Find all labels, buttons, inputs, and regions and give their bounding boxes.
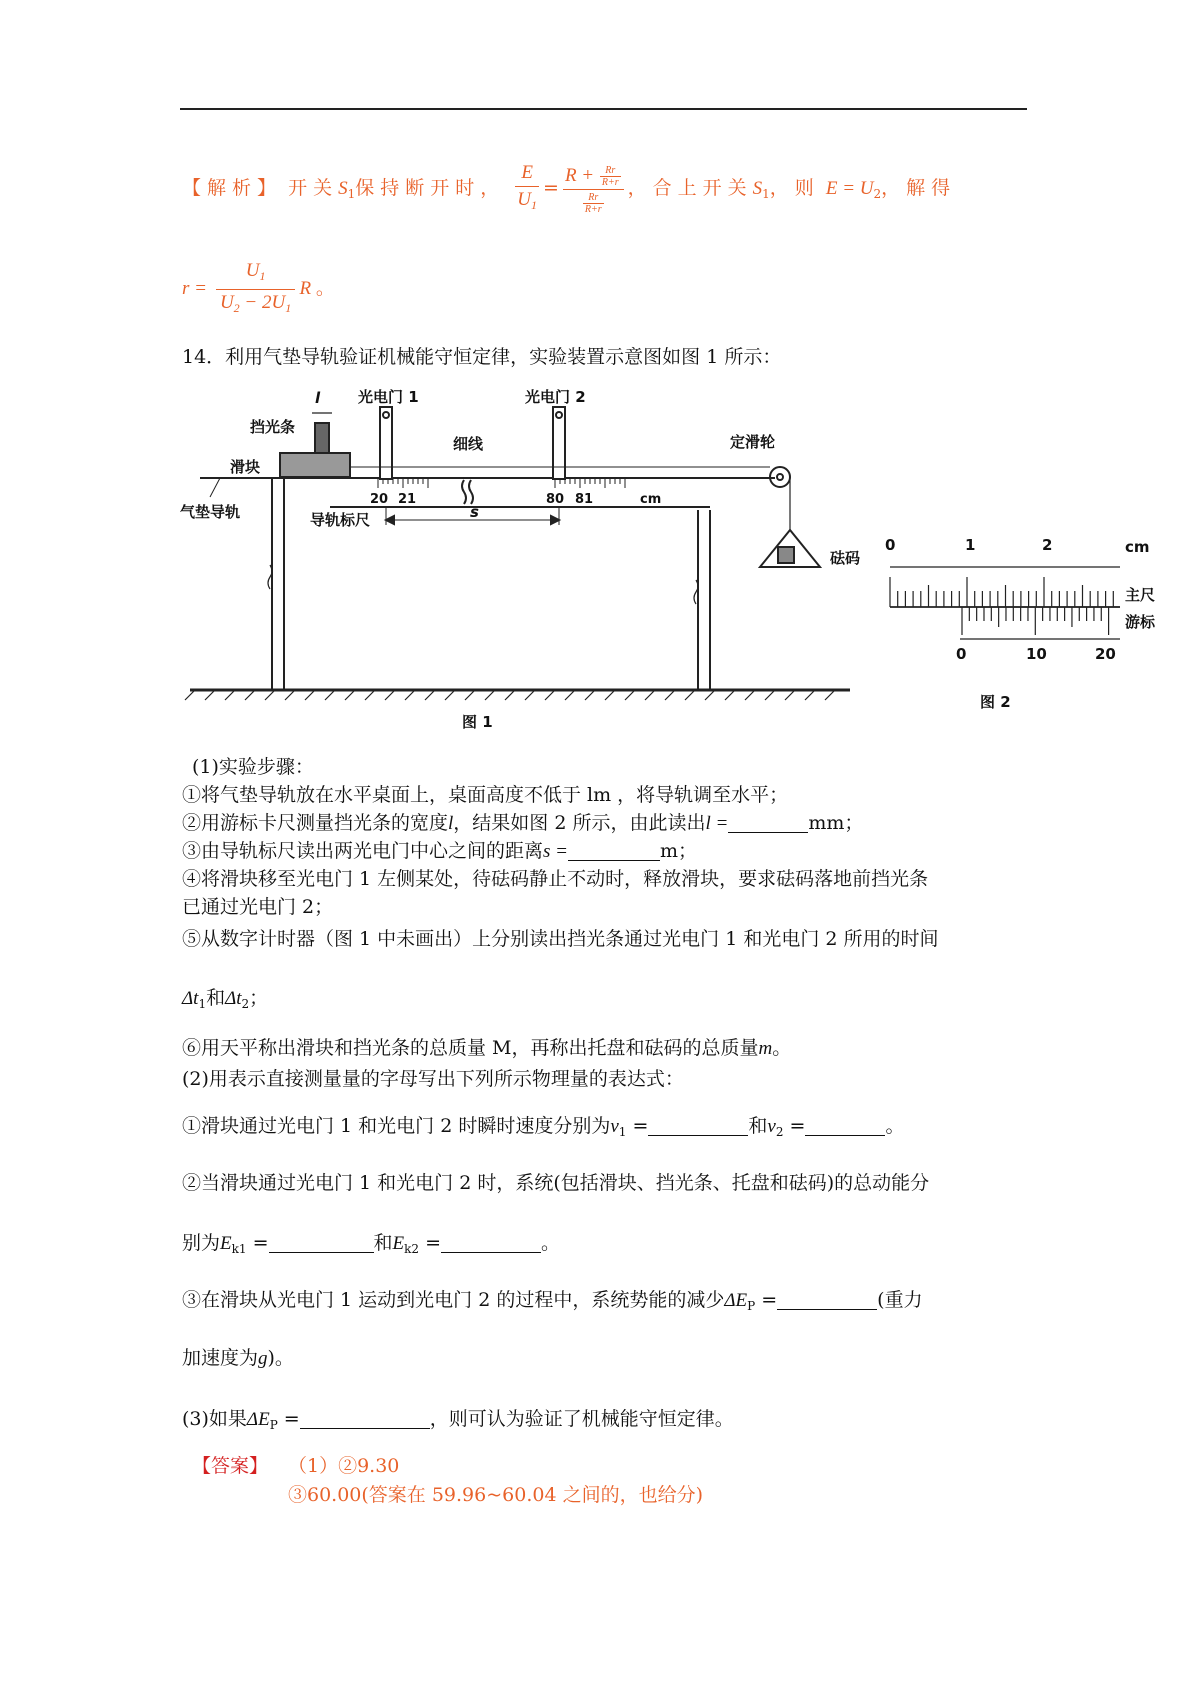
main-scale-label: 主尺 [1125,586,1156,604]
steps-title: (1)实验步骤： [192,756,314,778]
part-2-item-2a: ②当滑块通过光电门 1 和光电门 2 时，系统(包括滑块、挡光条、托盘和砝码)的总动能分 [182,1172,930,1194]
answer-line-1: （1）②9.30 [288,1455,400,1477]
label-slider: 滑块 [230,458,261,476]
answer-blank[interactable] [568,840,660,861]
figure-1-caption: 图 1 [462,713,493,731]
tick-80: 80 [546,492,565,507]
answer-blank[interactable] [648,1115,748,1136]
step-4a: ④将滑块移至光电门 1 左侧某处，待砝码静止不动时，释放滑块，要求砝码落地前挡光条 [182,868,929,890]
label-s: s [470,503,479,521]
part-2-item-1: ①滑块通过光电门 1 和光电门 2 时瞬时速度分别为$v_1$ = 和$v_2$ = 。 [182,1115,905,1139]
label-rail: 气垫导轨 [180,503,241,521]
vernier-0: 0 [956,645,967,663]
label-thread: 细线 [453,435,484,453]
part-2-item-2b: 别为$E_{k1}$ = 和$E_{k2}$ = 。 [182,1232,561,1256]
tick-cm: cm [640,492,662,507]
tick-81: 81 [575,492,594,507]
answer-blank[interactable] [269,1232,374,1253]
main-0: 0 [885,536,896,554]
label-l: l [315,389,321,407]
analysis-label: 【解析】 [182,177,283,199]
tick-21: 21 [398,492,417,507]
step-5a: ⑤从数字计时器（图 1 中未画出）上分别读出挡光条通过光电门 1 和光电门 2 所用的时间 [182,928,939,950]
unit-cm: cm [1125,538,1150,556]
answer-line-2: ③60.00(答案在 59.96~60.04 之间的，也给分) [288,1484,704,1506]
part-2-item-3a: ③在滑块从光电门 1 运动到光电门 2 的过程中，系统势能的减少$\Delta E_P$ = (重力 [182,1289,923,1313]
analysis-result: r = $\frac{U_1}{U_2 - 2U_1}$ R 。 [182,260,335,315]
vernier-20: 20 [1095,645,1116,663]
main-1: 1 [965,536,976,554]
label-gate1: 光电门 1 [358,388,419,406]
label-weight: 砝码 [830,549,860,567]
step-5b: $\Delta t_1$和$\Delta t_2$； [182,987,269,1011]
answer-blank[interactable] [728,812,808,833]
part-3: (3)如果$\Delta E_P$ = ，则可认为验证了机械能守恒定律。 [182,1408,734,1432]
figure-1-air-track [180,385,860,740]
main-2: 2 [1042,536,1053,554]
fraction-e-over-u1: $\frac{E}{U_1}$ [517,162,538,212]
answer-blank[interactable] [441,1232,541,1253]
analysis-line-1: 【解析】 开关$S_1$保持断开时， $\frac{E}{U_1}$ = R + $\frac{Rr}{R+r}$ $\frac{Rr}{R+r}$ ，合上开关$S_1$，则 $E = U_2$，解得 [182,160,956,218]
vernier-10: 10 [1026,645,1047,663]
figure-2-vernier-caliper [880,535,1170,715]
question-intro: 14．利用气垫导轨验证机械能守恒定律，实验装置示意图如图 1 所示： [182,346,782,368]
vernier-label: 游标 [1125,613,1156,631]
answer-blank[interactable] [300,1408,430,1429]
figure-2-caption: 图 2 [980,693,1011,711]
tick-20: 20 [370,492,389,507]
step-4b: 已通过光电门 2； [182,896,334,918]
step-2: ②用游标卡尺测量挡光条的宽度l，结果如图 2 所示，由此读出l = mm； [182,812,864,834]
step-1: ①将气垫导轨放在水平桌面上，桌面高度不低于 lm ，将导轨调至水平； [182,784,789,806]
header-rule [180,108,1027,110]
answer-blank[interactable] [777,1289,877,1310]
label-gate2: 光电门 2 [525,388,586,406]
label-pulley: 定滑轮 [730,433,776,451]
answer-label: 【答案】 [192,1455,269,1477]
step-3: ③由导轨标尺读出两光电门中心之间的距离s = m； [182,840,698,862]
answer-blank[interactable] [805,1115,885,1136]
fraction-parallel-resistance: R + $\frac{Rr}{R+r}$ $\frac{Rr}{R+r}$ [563,163,624,216]
label-scale: 导轨标尺 [310,511,371,529]
label-strip: 挡光条 [250,418,296,436]
part-2-item-3b: 加速度为g)。 [182,1347,294,1369]
part-2-title: (2)用表示直接测量量的字母写出下列所示物理量的表达式： [182,1068,684,1090]
step-6: ⑥用天平称出滑块和挡光条的总质量 M，再称出托盘和砝码的总质量m。 [182,1037,792,1059]
